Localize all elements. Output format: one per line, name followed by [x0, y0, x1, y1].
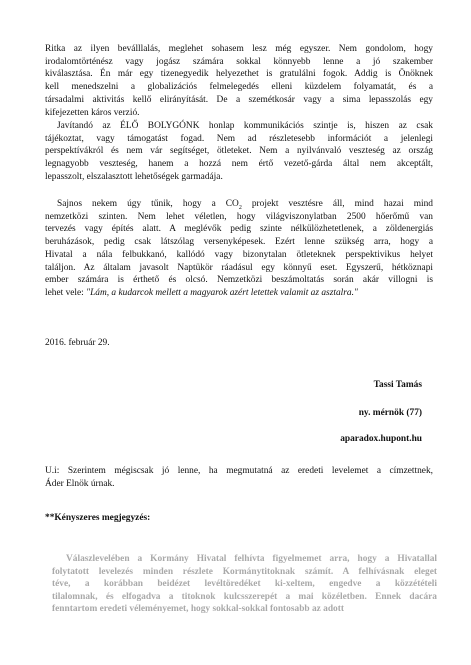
paragraph-2-line: legnagyobb veszteség, hanem a hozzá nem értő vezető-gárda által nem akceptált,: [45, 159, 433, 170]
postscript-line: Áder Elnök úrnak.: [45, 478, 115, 489]
paragraph-1-line: társadalmi aktivitás kellő elirányítását. De a szemétkosár vagy a sima lepasszolás egy: [45, 94, 433, 105]
paragraph-3-line: találjon. Az általam javasolt Naptükör ráadásul egy könnyű eset. Egyszerű, hétköznapi: [45, 262, 433, 273]
paragraph-2-line: tájékoztat, vagy támogatást fogad. Nem ad részletesebb információt a jelenlegi: [45, 133, 433, 144]
co2-subscript: 2: [238, 204, 242, 211]
postscript-line: U.i: Szerintem mégiscsak jó lenne, ha megmutatná az eredeti levelemet a címzettnek,: [45, 466, 433, 476]
paragraph-1: [45, 43, 433, 119]
paragraph-1-line: kifejezetten káros verzió.: [45, 107, 140, 118]
paragraph-2: [45, 120, 433, 184]
paragraph-3-text: projekt vesztésre áll, mind hazai mind: [241, 199, 433, 209]
paragraph-3-line: beruházások, pedig csak látszólag versenyképesek. Ezért lenne szükség arra, hogy a: [45, 237, 433, 248]
signature-title: ny. mérnök (77): [358, 408, 422, 418]
paragraph-3-line: tervezés vagy építés alatt. A meglévők pedig szinte nélkülözhetetlenek, a zöldenergiás: [45, 224, 433, 235]
paragraph-1-line: Ritka az ilyen beválllalás, meglehet sohasem lesz még egyszer. Nem gondolom, hogy: [45, 44, 433, 54]
paragraph-3-line: ember számára is érthető és olcsó. Nemzetközi beszámoltatás során akár villogni is: [45, 275, 433, 286]
signature-name: Tassi Tamás: [373, 380, 422, 390]
paragraph-2-line: lepasszolt, elszalasztott lehetőségek garmadája.: [45, 171, 223, 182]
faded-note-line: folytatott levelezés minden részlete Kormánytitoknak számít. A felhívásnak eleget: [52, 566, 437, 577]
paragraph-3-last-line: [45, 287, 433, 300]
paragraph-2-line: perspektívákról és nem vár segítséget, ötleteket. Nem a nyilvánvaló veszteség az ország: [45, 146, 433, 157]
faded-note-line: téve, a korábban beidézet levéltöredéket ki-xeltem, engedve a közzétételi: [52, 579, 437, 590]
signature-website: aparadox.hupont.hu: [340, 434, 422, 444]
faded-note-line: fenntartom eredeti véleményemet, hogy sokkal-sokkal fontosabb az adott: [52, 604, 344, 615]
paragraph-3: [45, 198, 433, 300]
paragraph-1-line: irodalomtörténész vagy jogász számára sokkal könnyebb lenne a jó szakember: [45, 56, 433, 67]
paragraph-1-line: kell menedszelni a globalizációs felmelegedés elleni küzdelem folyamatát, és a: [45, 82, 433, 93]
faded-note-line: Válaszlevelében a Kormány Hivatal felhívta figyelmemet arra, hogy a Hivatallal: [66, 554, 437, 564]
postscript: [45, 465, 433, 490]
faded-note: [52, 553, 437, 616]
paragraph-3-line: Hivatal a nála felbukkanó, kallódó vagy bizonytalan ötleteknek perspektivikus helyet: [45, 249, 433, 260]
faded-note-line: tilalomnak, és elfogadva a titoknok kulcsszerepét a mai közéletben. Ennek dacára: [52, 591, 437, 602]
paragraph-3-text: lehet vele:: [45, 287, 87, 298]
italic-quote: "Lám, a kudarcok mellett a magyarok azért letettek valamit az asztalra.": [86, 287, 358, 298]
paragraph-3-text: Sajnos nekem úgy tűnik, hogy a CO: [57, 199, 239, 209]
note-title: **Kényszeres megjegyzés:: [45, 513, 151, 523]
paragraph-3-line: nemzetközi szinten. Nem lehet véletlen, hogy világviszonylatban 2500 hőerőmű van: [45, 211, 433, 222]
paragraph-2-line: Javítandó az ÉLŐ BOLYGÓNK honlap kommunikációs szintje is, hiszen az csak: [57, 121, 433, 131]
paragraph-3-first-line: [45, 198, 433, 211]
letter-date: 2016. február 29.: [45, 338, 110, 348]
paragraph-1-line: kiválasztása. Én már egy tizenegyedik helyezethet is gratulálni fogok. Addig is Önöknek: [45, 69, 433, 80]
